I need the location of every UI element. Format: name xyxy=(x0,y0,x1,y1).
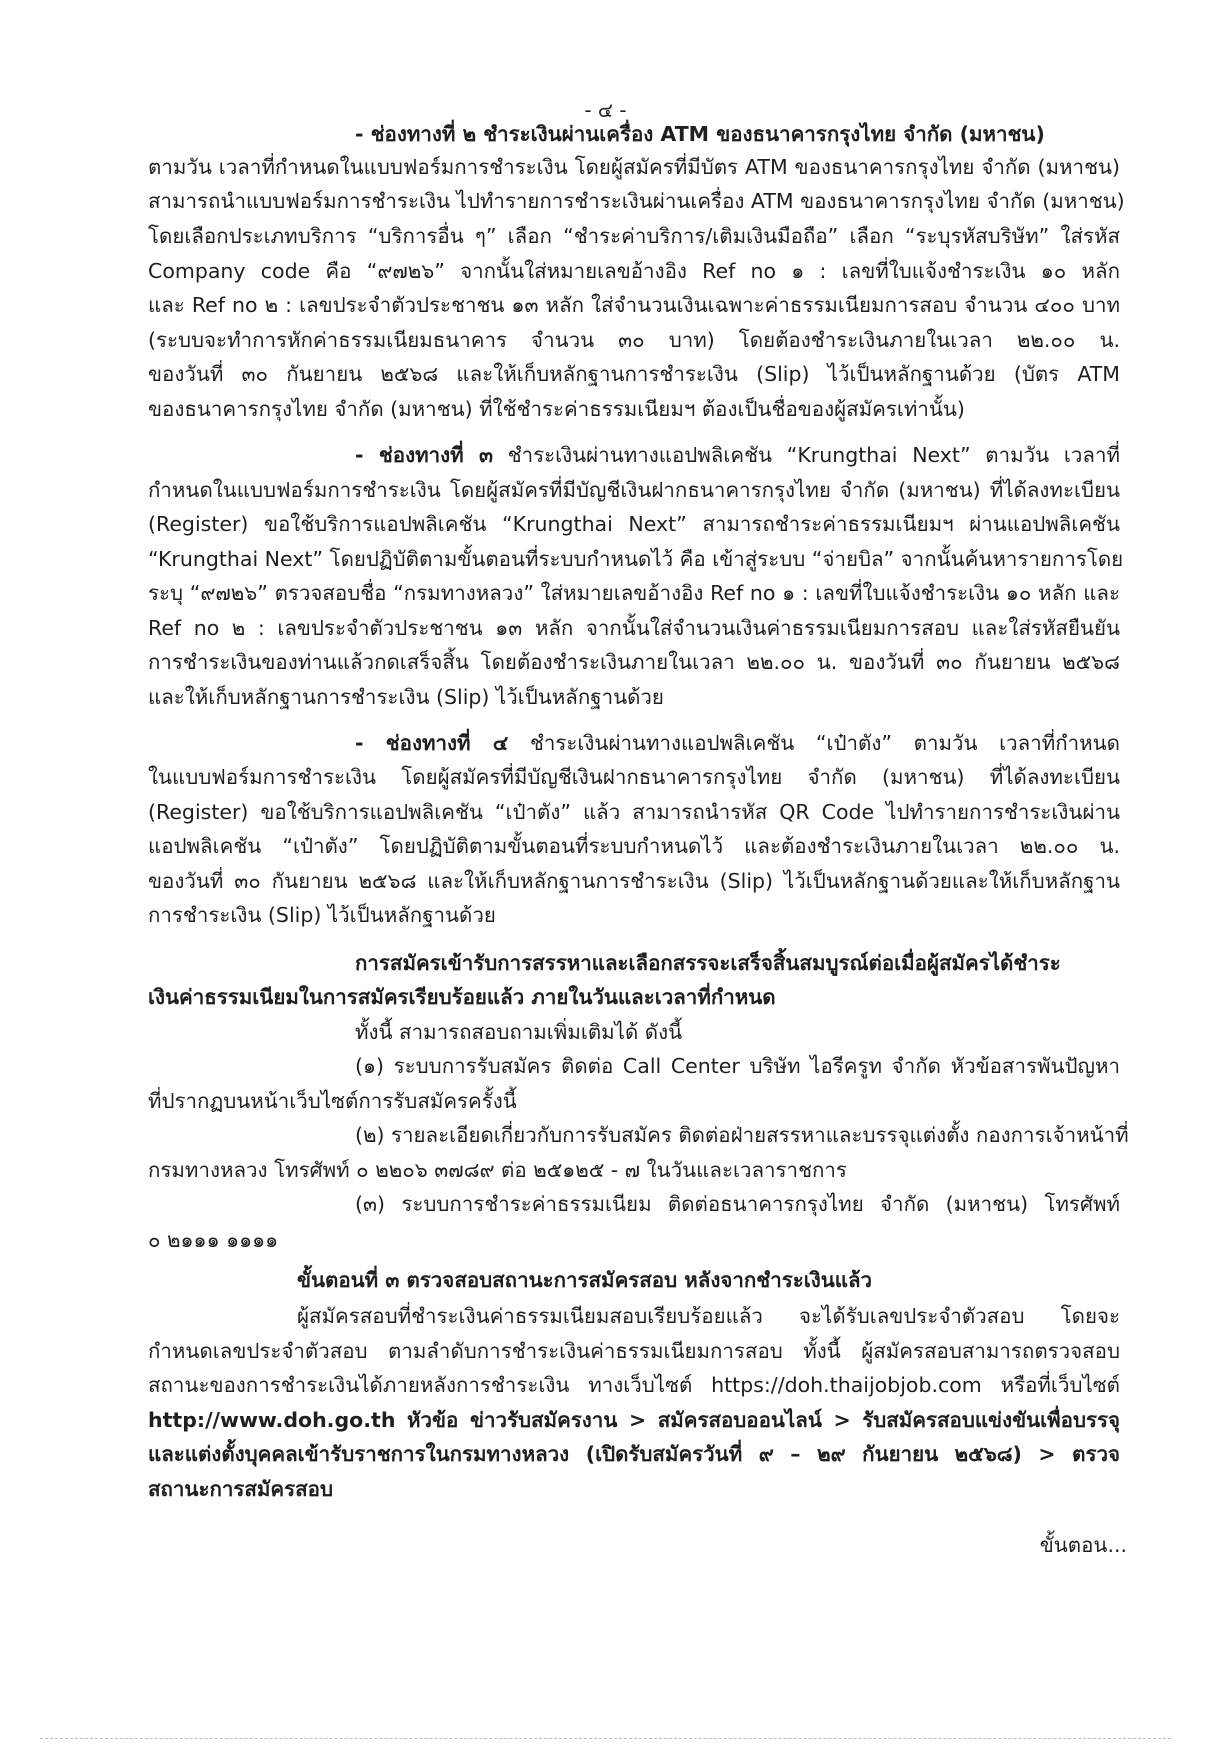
channel-2-line: Company code คือ “๙๗๒๖” จากนั้นใส่หมายเลขอ้างอิง Ref no ๑ : เลขที่ใบแจ้งชำระเงิน ๑๐ หลัก xyxy=(148,259,1120,283)
channel-3-line: Ref no ๒ : เลขประจำตัวประชาชน ๑๓ หลัก จากนั้นใส่จำนวนเงินค่าธรรมเนียมการสอบ และใส่รหัสยืนยัน xyxy=(148,616,1120,640)
channel-2-heading: - ช่องทางที่ ๒ ชำระเงินผ่านเครื่อง ATM ของธนาคารกรุงไทย จำกัด (มหาชน) xyxy=(355,122,1045,146)
contact-item-1: (๑) ระบบการรับสมัคร ติดต่อ Call Center บริษัท ไอรีครูท จำกัด หัวข้อสารพันปัญหา xyxy=(355,1054,1120,1078)
step-3-line: http://www.doh.go.th หัวข้อ ข่าวรับสมัครงาน > สมัครสอบออนไลน์ > รับสมัครสอบแข่งขันเพื่อบรรจุ xyxy=(148,1408,1120,1432)
channel-2-line: (ระบบจะทำการหักค่าธรรมเนียมธนาคาร จำนวน ๓๐ บาท) โดยต้องชำระเงินภายในเวลา ๒๒.๐๐ น. xyxy=(148,328,1120,352)
channel-4-line: (Register) ขอใช้บริการแอปพลิเคชัน “เป๋าตัง” แล้ว สามารถนำรหัส QR Code ไปทำรายการชำระเงินผ่าน xyxy=(148,800,1120,824)
channel-4-line: ของวันที่ ๓๐ กันยายน ๒๕๖๘ และให้เก็บหลักฐานการชำระเงิน (Slip) ไว้เป็นหลักฐานด้วยและให้เก็บหลักฐาน xyxy=(148,869,1120,893)
completion-note: การสมัครเข้ารับการสรรหาและเลือกสรรจะเสร็จสิ้นสมบูรณ์ต่อเมื่อผู้สมัครได้ชำระ xyxy=(355,951,1061,975)
channel-2-line: ของธนาคารกรุงไทย จำกัด (มหาชน) ที่ใช้ชำระค่าธรรมเนียมฯ ต้องเป็นชื่อของผู้สมัครเท่านั้น) xyxy=(148,397,965,421)
contact-item-3: (๓) ระบบการชำระค่าธรรมเนียม ติดต่อธนาคารกรุงไทย จำกัด (มหาชน) โทรศัพท์ xyxy=(355,1192,1120,1216)
page-number: - ๔ - xyxy=(584,98,627,122)
channel-4-line: ในแบบฟอร์มการชำระเงิน โดยผู้สมัครที่มีบัญชีเงินฝากธนาคารกรุงไทย จำกัด (มหาชน) ที่ได้ลงทะเบียน xyxy=(148,765,1120,789)
step-3-line: สถานะของการชำระเงินได้ภายหลังการชำระเงิน ทางเว็บไซต์ https://doh.thaijobjob.com หรือที่เว็บไซต์ xyxy=(148,1373,1120,1397)
channel-3-heading: - ช่องทางที่ ๓ ชำระเงินผ่านทางแอปพลิเคชัน “Krungthai Next” ตามวัน เวลาที่ xyxy=(355,443,1120,467)
contact-item-2-cont: กรมทางหลวง โทรศัพท์ ๐ ๒๒๐๖ ๓๗๘๙ ต่อ ๒๕๑๒๕ - ๗ ในวันและเวลาราชการ xyxy=(148,1158,847,1182)
channel-3-line: การชำระเงินของท่านแล้วกดเสร็จสิ้น โดยต้องชำระเงินภายในเวลา ๒๒.๐๐ น. ของวันที่ ๓๐ กันยายน ๒๕๖๘ xyxy=(148,650,1120,674)
channel-2-line: ตามวัน เวลาที่กำหนดในแบบฟอร์มการชำระเงิน โดยผู้สมัครที่มีบัตร ATM ของธนาคารกรุงไทย จำกัด (มหาชน) xyxy=(148,155,1120,179)
channel-3-line: “Krungthai Next” โดยปฏิบัติตามขั้นตอนที่ระบบกำหนดไว้ คือ เข้าสู่ระบบ “จ่ายบิล” จากนั้นค้นหารายการโดย xyxy=(148,547,1124,571)
channel-3-line: (Register) ขอใช้บริการแอปพลิเคชัน “Krungthai Next” สามารถชำระค่าธรรมเนียมฯ ผ่านแอปพลิเคชัน xyxy=(148,512,1120,536)
channel-2-line: และ Ref no ๒ : เลขประจำตัวประชาชน ๑๓ หลัก ใส่จำนวนเงินเฉพาะค่าธรรมเนียมการสอบ จำนวน ๔๐๐ บาท xyxy=(148,293,1120,317)
contact-item-2: (๒) รายละเอียดเกี่ยวกับการรับสมัคร ติดต่อฝ่ายสรรหาและบรรจุแต่งตั้ง กองการเจ้าหน้าที่ xyxy=(355,1123,1129,1147)
continuation-marker: ขั้นตอน... xyxy=(1039,1533,1127,1557)
step-3-line: สถานะการสมัครสอบ xyxy=(148,1477,333,1501)
channel-4-heading: - ช่องทางที่ ๔ ชำระเงินผ่านทางแอปพลิเคชัน “เป๋าตัง” ตามวัน เวลาที่กำหนด xyxy=(355,731,1120,755)
channel-2-line: โดยเลือกประเภทบริการ “บริการอื่น ๆ” เลือก “ชำระค่าบริการ/เติมเงินมือถือ” เลือก “ระบุรหัสบริษัท” ใส่รหัส xyxy=(148,224,1120,248)
footer-divider xyxy=(40,1738,1171,1739)
step-3-line: กำหนดเลขประจำตัวสอบ ตามลำดับการชำระเงินค่าธรรมเนียมการสอบ ทั้งนี้ ผู้สมัครสอบสามารถตรวจสอบ xyxy=(148,1339,1120,1363)
contact-item-1-cont: ที่ปรากฏบนหน้าเว็บไซต์การรับสมัครครั้งนี้ xyxy=(148,1089,517,1113)
channel-4-line: การชำระเงิน (Slip) ไว้เป็นหลักฐานด้วย xyxy=(148,903,496,927)
channel-3-line: กำหนดในแบบฟอร์มการชำระเงิน โดยผู้สมัครที่มีบัญชีเงินฝากธนาคารกรุงไทย จำกัด (มหาชน) ที่ได้ลงทะเบียน xyxy=(148,478,1120,502)
contact-item-3-cont: ๐ ๒๑๑๑ ๑๑๑๑ xyxy=(148,1228,279,1252)
step-3-heading: ขั้นตอนที่ ๓ ตรวจสอบสถานะการสมัครสอบ หลังจากชำระเงินแล้ว xyxy=(297,1268,873,1292)
step-3-line: ผู้สมัครสอบที่ชำระเงินค่าธรรมเนียมสอบเรียบร้อยแล้ว จะได้รับเลขประจำตัวสอบ โดยจะ xyxy=(297,1304,1120,1328)
step-3-line: และแต่งตั้งบุคคลเข้ารับราชการในกรมทางหลวง (เปิดรับสมัครวันที่ ๙ – ๒๙ กันยายน ๒๕๖๘) > ตรวจ xyxy=(148,1442,1120,1466)
channel-3-line: ระบุ “๙๗๒๖” ตรวจสอบชื่อ “กรมทางหลวง” ใส่หมายเลขอ้างอิง Ref no ๑ : เลขที่ใบแจ้งชำระเงิน ๑๐ หลัก และ xyxy=(148,581,1120,605)
channel-2-line: สามารถนำแบบฟอร์มการชำระเงิน ไปทำรายการชำระเงินผ่านเครื่อง ATM ของธนาคารกรุงไทย จำกัด (มหาชน) xyxy=(148,189,1125,213)
channel-4-line: แอปพลิเคชัน “เป๋าตัง” โดยปฏิบัติตามขั้นตอนที่ระบบกำหนดไว้ และต้องชำระเงินภายในเวลา ๒๒.๐๐ น. xyxy=(148,834,1120,858)
channel-3-line: และให้เก็บหลักฐานการชำระเงิน (Slip) ไว้เป็นหลักฐานด้วย xyxy=(148,685,664,709)
channel-2-line: ของวันที่ ๓๐ กันยายน ๒๕๖๘ และให้เก็บหลักฐานการชำระเงิน (Slip) ไว้เป็นหลักฐานด้วย (บัตร ATM xyxy=(148,362,1120,386)
contacts-intro: ทั้งนี้ สามารถสอบถามเพิ่มเติมได้ ดังนี้ xyxy=(355,1020,683,1044)
completion-note: เงินค่าธรรมเนียมในการสมัครเรียบร้อยแล้ว ภายในวันและเวลาที่กำหนด xyxy=(148,985,776,1009)
